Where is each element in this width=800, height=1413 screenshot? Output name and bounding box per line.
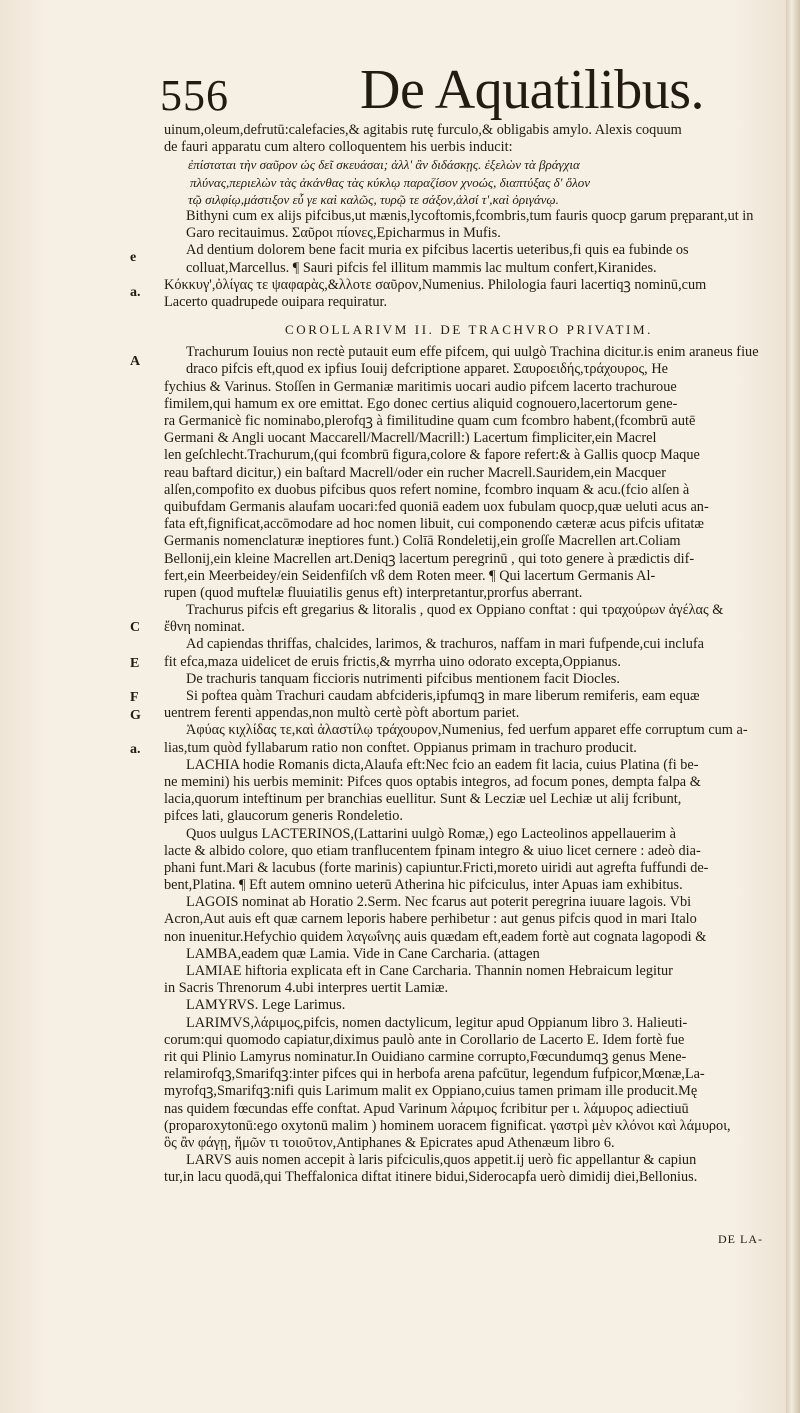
page-title: De Aquatilibus.	[360, 59, 705, 121]
margin-letter: E	[130, 656, 140, 671]
text-line: Germanis nomenclaturæ ineptiores funt.) Colīā Rondeletij,ein groſſe Macrellen art.Coliam	[164, 533, 681, 550]
text-line: nas quidem fœcundas effe conftat. Apud Varinum λάριμος fcribitur per ι. λάμυρος adiectiuū	[164, 1100, 689, 1117]
page-number: 556	[160, 71, 229, 120]
margin-letter: e	[130, 250, 137, 265]
text-body	[164, 122, 774, 1186]
text-line: LARIMVS,λάριμος,pifcis, nomen dactylicum, legitur apud Oppianum libro 3. Halieuti-	[186, 1014, 688, 1031]
text-line: ra Germanicè fic nominabo,plerofqꝫ à fimilitudine quam cum fcombro habent,(fcombrū autē	[164, 413, 696, 430]
margin-letter: a.	[130, 742, 141, 757]
margin-letter: G	[130, 708, 141, 723]
text-line: Κόκκυγ',ὀλίγας τε ψαφαρὰς,&λλοτε σαῦρον,Numenius. Philologia fauri lacertiqꝫ nominū,cum	[164, 276, 707, 293]
text-line: fert,ein Meerbeidey/ein Seidenfiſch vß dem Roten meer. ¶ Qui lacertum Germanis Al-	[164, 567, 656, 584]
text-line: rupen (quod muftelæ fluuiatilis genus eft) interpretantur,prorfus aberrant.	[164, 584, 583, 601]
margin-letter: C	[130, 620, 141, 635]
text-line: non inuenitur.Hefychio quidem λαγωΐνης auis quædam eft,eadem fortè aut cognata lagopodi &	[164, 928, 707, 945]
text-line: De trachuris tanquam ficcioris nutrimenti pifcibus mentionem facit Diocles.	[186, 670, 620, 687]
text-line: LAMBA,eadem quæ Lamia. Vide in Cane Carcharia. (attagen	[186, 945, 540, 962]
text-line: Trachurus pifcis eft gregarius & litoralis , quod ex Oppiano conftat : qui τραχούρων ἀγέλας &	[186, 602, 724, 619]
text-line: Quos uulgus LACTERINOS,(Lattarini uulgò Romæ,) ego Lacteolinos appellauerim à	[186, 825, 676, 842]
text-line: (proparoxytonū:ego oxytonū malim ) hominem uoracem fignificat. γαστρὶ μὲν κλόνοι καὶ λάμυροι,	[164, 1117, 731, 1134]
text-line: Lacerto quadrupede ouipara requiratur.	[164, 293, 388, 310]
text-line: Si poftea quàm Trachuri caudam abfcideris,ipfumqꝫ in mare liberum remiferis, eam equæ	[186, 688, 700, 705]
catchword: DE LA-	[718, 1232, 763, 1246]
text-line: uinum,oleum,defrutū:calefacies,& agitabis rutę furculo,& obligabis amylo. Alexis coquum	[164, 122, 682, 138]
text-line: myrofqꝫ,Smarifqꝫ:nifi quis Larimum malit ex Oppiano,cuius tamen primam ille producit.Mę	[164, 1083, 698, 1100]
text-line: Ad dentium dolorem bene facit muria ex pifcibus lacertis ueteribus,fi quis ea fubinde os colluat,Marcellus. ¶ Sauri pifcis fel illitum mammis lac multum confert,Kiranides.	[186, 242, 689, 276]
section-heading: COROLLARIVM II. DE TRACHVRO PRIVATIM.	[284, 322, 653, 338]
text-line: bent,Platina. ¶ Eft autem omnino ueterū Atherina hic pifciculus, inter Apuas iam exhibitus.	[164, 877, 683, 894]
margin-letter: A	[130, 354, 141, 369]
text-line: uentrem ferenti appendas,non multò certè pòft abortum pariet.	[164, 705, 520, 722]
greek-verse-line: πλύνας,περιελὼν τὰς ἀκάνθας τὰς κύκλῳ παραζίσον χνοώς, διαπτύξας δ' ὅλον	[190, 174, 591, 190]
margin-letter: F	[130, 690, 139, 705]
text-line: Ἀφύας κιχλίδας τε,καὶ ἀλαστίλῳ τράχουρον,Numenius, fed uerfum apparet effe corruptum cum a-	[186, 722, 748, 739]
text-line: tur,in lacu quodā,qui Theffalonica diftat itinere bidui,Siderocapfa uerò dimidij diei,Bellonius.	[164, 1169, 698, 1186]
text-line: pifces lati, glaucorum generis Rondeletio.	[164, 808, 404, 825]
greek-verse-line: τῷ σιλφίῳ,μάστιξον εὖ γε καὶ καλῶς, τυρῷ τε σάξον,ἁλσί τ',καὶ ὀριγάνῳ.	[188, 191, 559, 207]
text-line: LARVS auis nomen accepit à laris pifciculis,quos appetit.ij uerò fic appellantur & capiun	[186, 1152, 697, 1169]
text-line: ὃς ἂν φάγῃ, ἥμῶν τι τοιοῦτον,Antiphanes & Epicrates apud Athenæum libro 6.	[164, 1134, 615, 1151]
greek-verse-line: ἐπίσταται τὴν σαῦρον ὡς δεῖ σκευάσαι; ἀλλ' ἂν διδάσκῃς. ἐξελὼν τὰ βράγχια	[188, 157, 580, 173]
text-line: LACHIA hodie Romanis dicta,Alaufa eft:Nec fcio an eadem fit lacia, cuius Platina (fi be-	[186, 756, 699, 773]
text-line: Bellonij,ein kleine Macrellen art.Deniqꝫ lacertum peregrinū , qui toto genere à prædictis dif-	[164, 550, 695, 567]
text-line: alſen,compofito ex duobus pifcibus quos refert nomine, fcombro inquam & acu.(fcio alſen à	[164, 481, 690, 498]
text-line: fata eft,fignificat,accōmodare ad hoc nomen libuit, cui componendo cæteræ acus pifcis ufitatæ	[164, 516, 704, 533]
text-line: ne memini) his uerbis meminit: Pifces quos optabis integros, ad focum pones, dempta falpa &	[164, 773, 701, 790]
text-line: fimilem,qui hamum ex ore emittat. Ego donec certius aliquid cognouero,lacertorum gene-	[164, 395, 678, 412]
text-line: phani funt.Mari & lacubus (forte marinis) capiuntur.Fricti,moreto uiridi aut agrefta fuffundi de-	[164, 859, 709, 876]
margin-letter: a.	[130, 285, 141, 300]
text-line: Germani & Angli uocant Maccarell/Macrell/Macrill:) Lacertum fimpliciter,ein Macrel	[164, 430, 657, 447]
text-line: relamirofqꝫ,Smarifqꝫ:inter pifces qui in herbofa arena pafcūtur, legendum fufpicor,Mœnæ,La-	[164, 1066, 705, 1083]
text-line: lacte & albido colore, quo etiam tranflucentem fpinam integro & uiuo licet cernere : adeò dia-	[164, 842, 701, 859]
text-line: ἔθνη nominat.	[164, 619, 245, 636]
text-line: in Sacris Threnorum 4.ubi interpres uertit Lamiæ.	[164, 980, 449, 997]
text-line: quibufdam Germanis alaufam uocari:fed quoniā eadem uox fubulam quocp,quæ ueluti acus an-	[164, 498, 709, 515]
text-line: fit efca,maza uidelicet de eruis frictis,& myrrha uino odorato excepta,Oppianus.	[164, 653, 621, 670]
text-line: Acron,Aut auis eft quæ carnem leporis habere perhibetur : aut genus pifcis quod in mari Italo	[164, 911, 697, 928]
text-line: Ad capiendas thriffas, chalcides, larimos, & trachuros, naffam in mari fufpende,cui inclufa	[186, 636, 704, 653]
text-line: LAMYRVS. Lege Larimus.	[186, 997, 346, 1014]
text-line: fychius & Varinus. Stoſſen in Germaniæ maritimis uocari audio pifcem lacerto trachuroue	[164, 378, 677, 395]
text-line: lacia,quorum inteftinum per branchias euellitur. Sunt & Lecziæ uel Lechiæ ut alij fcribunt,	[164, 791, 682, 808]
text-line: rit qui Plinio Lamyrus nominatur.In Ouidiano carmine corrupto,Fœcundumqꝫ genus Mene-	[164, 1048, 687, 1065]
text-line: LAGOIS nominat ab Horatio 2.Serm. Nec fcarus aut poterit peregrina iuuare lagois. Vbi	[186, 894, 692, 911]
text-line: Trachurum Iouius non rectè putauit eum effe pifcem, qui uulgò Trachina dicitur.is enim araneus fiue draco pifcis eft,quod ex ipfius Iouij defcriptione apparet. Σαυροειδής,τράχουρος, He	[186, 344, 759, 378]
page-header	[150, 58, 750, 121]
text-line: de fauri apparatu cum altero colloquentem his uerbis inducit:	[164, 139, 513, 156]
text-line: reau baftard dicitur,) ein baſtard Macrell/oder ein rucher Macrell.Sauridem,ein Macquer	[164, 464, 666, 481]
text-line: LAMIAE hiftoria explicata eft in Cane Carcharia. Thannin nomen Hebraicum legitur	[186, 963, 673, 980]
text-line: len geſchlecht.Trachurum,(qui fcombrū figura,colore & fapore refert:& à Gallis quocp Maque	[164, 447, 700, 464]
text-line: Bithyni cum ex alijs pifcibus,ut mænis,lycoftomis,fcombris,tum fauris quocp garum pręparant,ut in Garo recitauimus. Σαῦροι πίονες,Epicharmus in Mufis.	[186, 207, 754, 242]
text-line: corum:qui quomodo capiatur,diximus paulò ante in Corollario de Lacerto E. Idem fortè fue	[164, 1031, 685, 1048]
page-edge	[786, 0, 800, 1413]
text-line: lias,tum quòd fyllabarum ratio non conftet. Oppianus primam in trachuro producit.	[164, 739, 637, 756]
